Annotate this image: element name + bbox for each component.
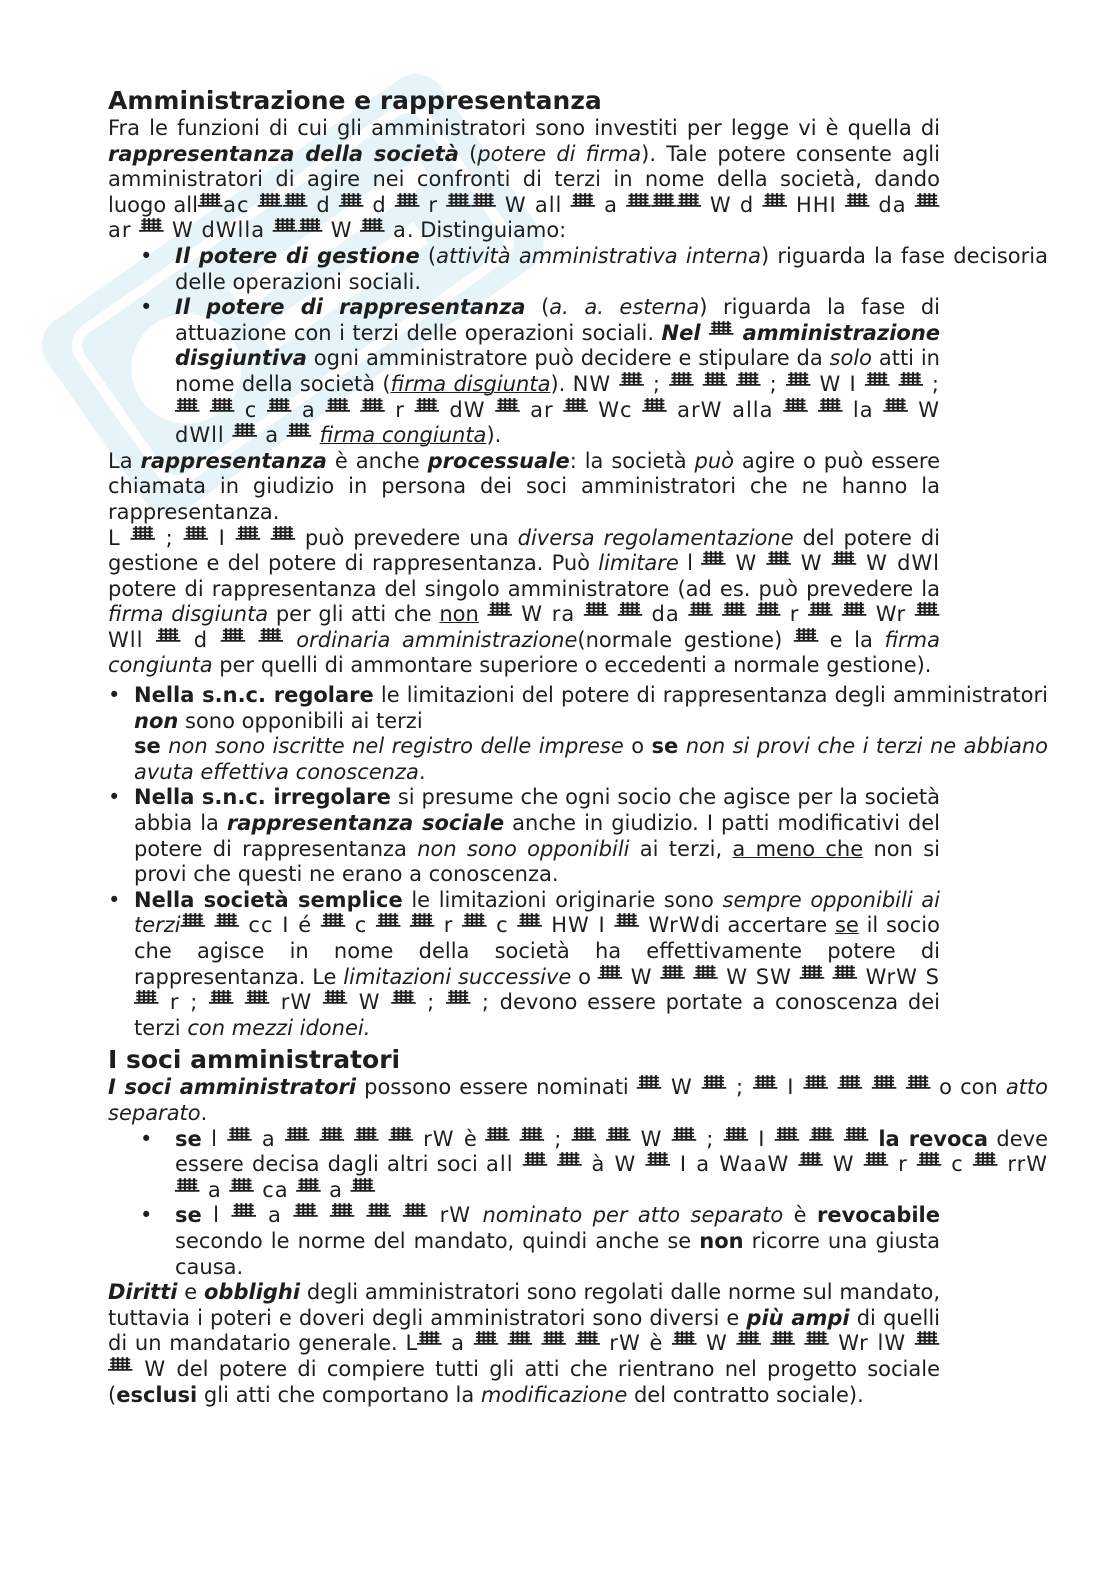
section-title: Amministrazione e rappresentanza xyxy=(108,86,602,115)
list-item: • Nella società semplice le limitazioni originarie sono sempre opponibili ai terziᚙ ᚙ cc I é ᚙ c ᚙ ᚙ r ᚙ c ᚙ HW I ᚙ WrWdi accertare se il socio che agisce in nome della società ha effettivamente potere di rappresentanza. Le limitazioni successive o ᚙ W ᚙ ᚙ W SW ᚙ ᚙ WrW S ᚙ r ; ᚙ ᚙ rW ᚙ W ᚙ ; ᚙ ; devono essere portate a conoscenza dei terzi con mezzi idonei. xyxy=(108,888,940,1042)
paragraph: Diritti e obblighi degli amministratori sono regolati dalle norme sul mandato, tuttavia i poteri e doveri degli amministratori sono diversi e più ampi di quelli di un mandatario generale. Lᚙ a ᚙ ᚙ ᚙ ᚙ rW è ᚙ W ᚙ ᚙ ᚙ Wr lW ᚙ ᚙ W del potere di compiere tutti gli atti che rientrano nel progetto sociale (esclusi gli atti che comportano la modificazione del contratto sociale). xyxy=(108,1280,941,1407)
list-item: • se l ᚙ a ᚙ ᚙ ᚙ ᚙ rW nominato per atto separato è revocabile secondo le norme del mandato, quindi anche se non ricorre una giusta causa. xyxy=(108,1203,940,1280)
paragraph: La rappresentanza è anche processuale: la società può agire o può essere chiamata in giudizio in persona dei soci amministratori che ne hanno la rappresentanza. xyxy=(108,448,941,524)
list-item: • Nella s.n.c. irregolare si presume che ogni socio che agisce per la società abbia la rappresentanza sociale anche in giudizio. I patti modificativi del potere di rappresentanza non sono opponibili ai terzi, a meno che non si provi che questi ne erano a conoscenza. xyxy=(108,785,940,887)
section-title: I soci amministratori xyxy=(108,1045,401,1075)
paragraph: L ᚙ ; ᚙ I ᚙ ᚙ può prevedere una diversa regolamentazione del potere di gestione e del potere di rappresentanza. Può limitare l ᚙ W ᚙ W ᚙ W dWl potere di rappresentanza del singolo amministratore (ad es. può prevedere la firma disgiunta per gli atti che non ᚙ W ra ᚙ ᚙ da ᚙ ᚙ ᚙ r ᚙ ᚙ Wr ᚙ Wll ᚙ d ᚙ ᚙ ordinaria amministrazione(normale gestione) ᚙ e la firma congiunta per quelli di ammontare superiore o eccedenti a normale gestione). xyxy=(108,525,941,678)
paragraph: Fra le funzioni di cui gli amministratori sono investiti per legge vi è quella di rappresentanza della società (potere di firma). Tale potere consente agli amministratori di agire nei confronti di terzi in nome della società, dando luogo allᚙac ᚙᚙ d ᚙ d ᚙ r ᚙᚙ W all ᚙ a ᚙᚙᚙ W d ᚙ HHI ᚙ da ᚙ ar ᚙ W dWlla ᚙᚙ W ᚙ a. Distinguiamo: xyxy=(108,116,940,243)
list-item: • Il potere di gestione (attività amministrativa interna) riguarda la fase decisoria delle operazioni sociali. xyxy=(108,244,1048,295)
list-item: • Il potere di rappresentanza (a. a. esterna) riguarda la fase di attuazione con i terzi delle operazioni sociali. Nel ᚙ amministrazione disgiuntiva ogni amministratore può decidere e stipulare da solo atti in nome della società (firma disgiunta). NW ᚙ ; ᚙ ᚙ ᚙ ; ᚙ W I ᚙ ᚙ ; ᚙ ᚙ c ᚙ a ᚙ ᚙ r ᚙ dW ᚙ ar ᚙ Wc ᚙ arW alla ᚙ ᚙ la ᚙ W dWll ᚙ a ᚙ firma congiunta). xyxy=(108,295,940,449)
paragraph: I soci amministratori possono essere nominati ᚙ W ᚙ ; ᚙ I ᚙ ᚙ ᚙ ᚙ o con atto separato. xyxy=(108,1075,1048,1125)
list-item: • se l ᚙ a ᚙ ᚙ ᚙ ᚙ rW è ᚙ ᚙ ; ᚙ ᚙ W ᚙ ; ᚙ I ᚙ ᚙ ᚙ la revoca deve essere decisa dagli altri soci all ᚙ ᚙ à W ᚙ I a WaaW ᚙ W ᚙ r ᚙ c ᚙ rrW ᚙ a ᚙ ca ᚙ a ᚙ xyxy=(108,1127,1048,1204)
list-item: • Nella s.n.c. regolare le limitazioni del potere di rappresentanza degli amministratori non sono opponibili ai terzi se non sono iscritte nel registro delle imprese o se non si provi che i terzi ne abbiano avuta effettiva conoscenza. xyxy=(108,683,1048,785)
document-page xyxy=(108,86,1049,1408)
